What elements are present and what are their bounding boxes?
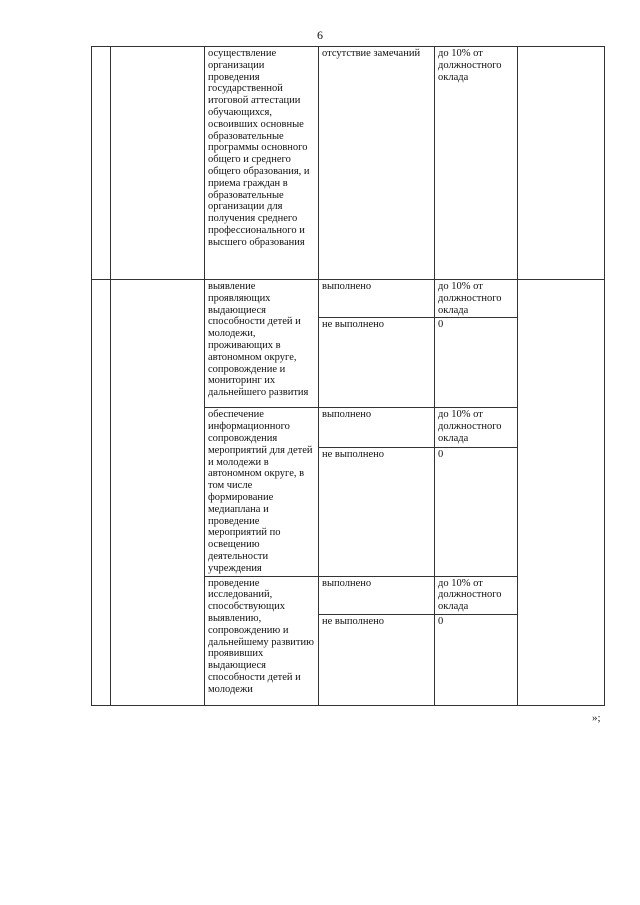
criterion-cell: обеспечение информационного сопровождения мероприятий для детей и молодежи в автономном округе, в том числе формирование медиаплана и проведение мероприятий по освещению деятельности учреждения	[205, 408, 319, 576]
amount-cell: 0	[435, 447, 518, 576]
result-cell: не выполнено	[319, 614, 435, 705]
criterion-cell: проведение исследований, способствующих выявлению, сопровождению и дальнейшему развитию проявивших выдающиеся способности детей и молодежи	[205, 576, 319, 705]
table-cell-empty	[92, 280, 111, 706]
result-cell: не выполнено	[319, 318, 435, 408]
table-cell-empty	[518, 280, 605, 706]
closing-quote-mark: »;	[592, 712, 601, 724]
result-cell: выполнено	[319, 408, 435, 447]
criteria-table	[91, 46, 605, 706]
table-cell-empty	[92, 47, 111, 280]
result-cell: выполнено	[319, 576, 435, 614]
table-cell-empty	[111, 280, 205, 706]
amount-cell: 0	[435, 318, 518, 408]
page-number: 6	[317, 28, 323, 42]
criterion-cell: выявление проявляющих выдающиеся способности детей и молодежи, проживающих в автономном округе, сопровождение и мониторинг их дальнейшего развития	[205, 280, 319, 408]
amount-cell: до 10% от должностного оклада	[435, 280, 518, 318]
table-row	[92, 47, 605, 280]
amount-cell: до 10% от должностного оклада	[435, 576, 518, 614]
result-cell: отсутствие замечаний	[319, 47, 435, 280]
table-row	[92, 280, 605, 318]
result-cell: выполнено	[319, 280, 435, 318]
amount-cell: до 10% от должностного оклада	[435, 47, 518, 280]
amount-cell: 0	[435, 614, 518, 705]
amount-cell: до 10% от должностного оклада	[435, 408, 518, 447]
result-cell: не выполнено	[319, 447, 435, 576]
criterion-cell: осуществление организации проведения государственной итоговой аттестации обучающихся, освоивших основные образовательные программы основного общего и среднего общего образования, и приема граждан в образовательные организации для получения среднего профессионального и высшего образования	[205, 47, 319, 280]
table-cell-empty	[111, 47, 205, 280]
table-cell-empty	[518, 47, 605, 280]
